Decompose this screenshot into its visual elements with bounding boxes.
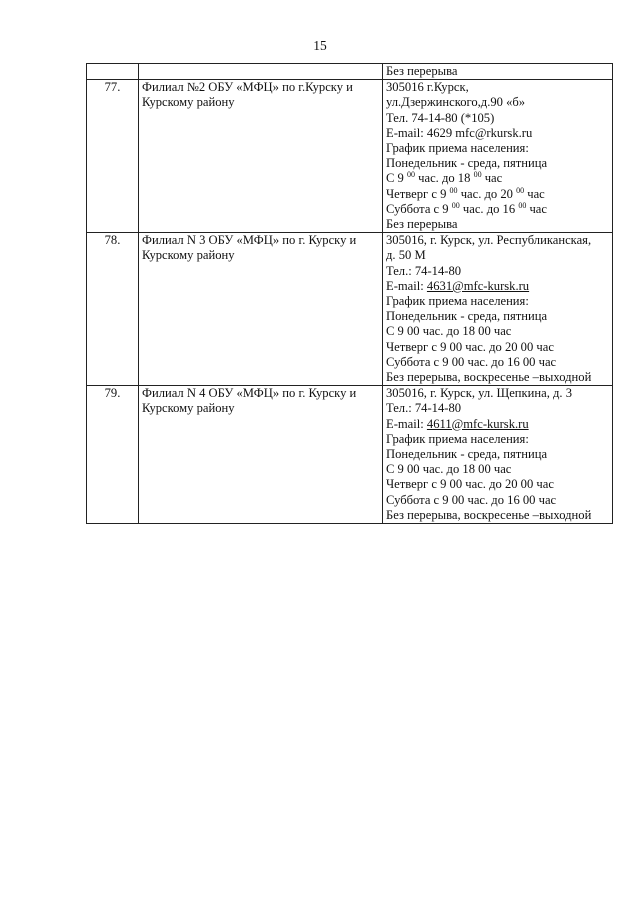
hours-text: час. до 16 [459, 201, 519, 216]
phone: Тел.: 74-14-80 [386, 401, 462, 416]
email-link[interactable]: 4631@mfc-kursk.ru [426, 278, 530, 293]
branch-info [383, 80, 613, 233]
schedule-days: Понедельник - среда, пятница [386, 156, 548, 171]
hours-text: Четверг с 9 [386, 186, 450, 201]
branch-name: Филиал №2 ОБУ «МФЦ» по г.Курску и Курскому району [139, 80, 383, 233]
hours-saturday: Суббота с 9 00 час. до 16 00 час [386, 354, 557, 369]
address: 305016, г. Курск, ул. Республиканская, [386, 233, 592, 248]
row-number: 77. [87, 80, 139, 233]
hours-text: С 9 [386, 171, 407, 186]
schedule-days: Понедельник - среда, пятница [386, 447, 548, 462]
branch-info [383, 386, 613, 524]
address: 305016 г.Курск, [386, 80, 469, 95]
schedule-title: График приема населения: [386, 141, 529, 156]
table-row [87, 233, 613, 386]
schedule-days: Понедельник - среда, пятница [386, 309, 548, 324]
hours-thursday: Четверг с 9 00 час. до 20 00 час [386, 477, 554, 492]
hours-text: час [524, 186, 545, 201]
hours-minutes: 00 [407, 170, 415, 180]
hours-text: час [481, 171, 503, 186]
hours-text: Суббота с 9 [386, 201, 452, 216]
row-number: 79. [87, 386, 139, 524]
address-line-2: ул.Дзержинского,д.90 «б» [386, 95, 526, 110]
hours-minutes: 00 [473, 170, 482, 180]
email-line [386, 126, 609, 141]
email-label: E-mail: [386, 278, 427, 293]
email-link[interactable]: 4611@mfc-kursk.ru [426, 416, 529, 431]
branch-info [383, 233, 613, 386]
hours-text: час. до 18 [415, 171, 474, 186]
branch-name: Филиал N 3 ОБУ «МФЦ» по г. Курску и Курскому району [139, 233, 383, 386]
email-line [386, 279, 609, 294]
hours-saturday: Суббота с 9 00 час. до 16 00 час [386, 492, 557, 507]
hours-weekdays: С 9 00 час. до 18 00 час [386, 462, 512, 477]
break-note: Без перерыва, воскресенье –выходной [386, 507, 592, 522]
email-label: E-mail: [386, 125, 427, 140]
schedule-title: График приема населения: [386, 431, 529, 446]
table-row-continuation [87, 64, 613, 80]
hours-thursday [386, 187, 609, 202]
address-line-2: д. 50 М [386, 248, 426, 263]
phone: Тел.: 74-14-80 [386, 263, 462, 278]
page-number: 15 [313, 38, 327, 53]
hours-minutes: 00 [449, 185, 458, 195]
table-cell-empty [87, 64, 139, 80]
table-cell-info [383, 64, 613, 80]
row-number: 78. [87, 233, 139, 386]
hours-minutes: 00 [516, 185, 525, 195]
schedule-title: График приема населения: [386, 294, 529, 309]
hours-weekdays [386, 171, 609, 186]
hours-minutes: 00 [518, 200, 527, 210]
branches-table [86, 63, 613, 524]
hours-saturday [386, 202, 609, 217]
hours-minutes: 00 [451, 200, 460, 210]
phone: Тел. 74-14-80 (*105) [386, 110, 495, 125]
table-row [87, 386, 613, 524]
hours-thursday: Четверг с 9 00 час. до 20 00 час [386, 339, 554, 354]
hours-text: час. до 20 [457, 186, 517, 201]
email-line [386, 417, 609, 432]
address: 305016, г. Курск, ул. Щепкина, д. 3 [386, 386, 573, 401]
hours-text: час [526, 201, 547, 216]
break-note: Без перерыва, воскресенье –выходной [386, 370, 592, 385]
break-note: Без перерыва [386, 64, 458, 78]
table-cell-empty [139, 64, 383, 80]
email-address: 4629 mfc@rkursk.ru [426, 125, 533, 140]
email-label: E-mail: [386, 416, 427, 431]
branch-name: Филиал N 4 ОБУ «МФЦ» по г. Курску и Курскому району [139, 386, 383, 524]
table-row [87, 80, 613, 233]
hours-weekdays: С 9 00 час. до 18 00 час [386, 324, 512, 339]
break-note: Без перерыва [386, 217, 458, 232]
